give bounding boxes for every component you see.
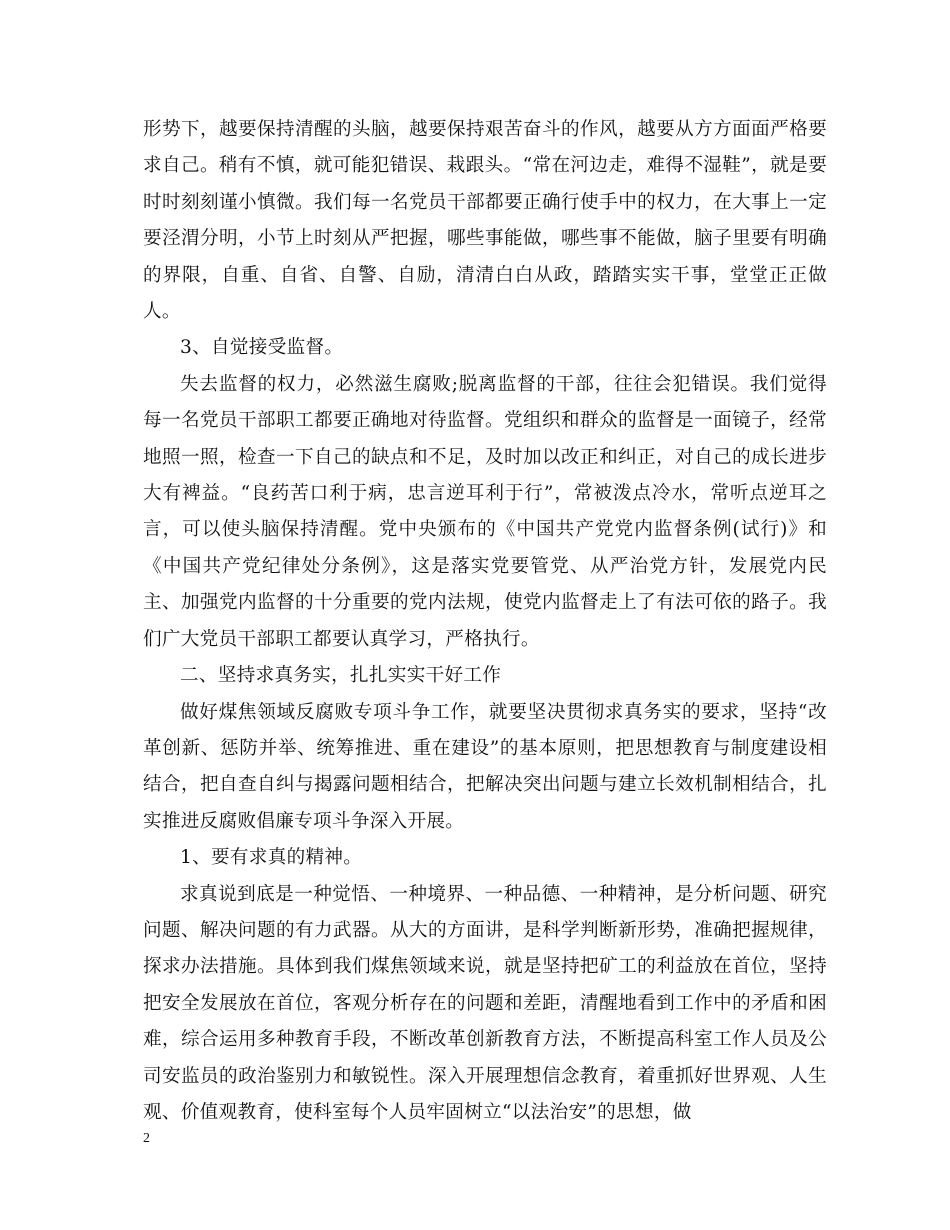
- page-number: 2: [143, 1131, 150, 1146]
- paragraph-truth-seeking: 求真说到底是一种觉悟、一种境界、一种品德、一种精神，是分析问题、研究问题、解决问题的有力武器。从大的方面讲，是科学判断新形势，准确把握规律，探求办法措施。具体到我们煤焦领域来说，就是坚持把矿工的利益放在首位，坚持把安全发展放在首位，客观分析存在的问题和差距，清醒地看到工作中的矛盾和困难，综合运用多种教育手段，不断改革创新教育方法，不断提高科室工作人员及公司安监员的政治鉴别力和敏锐性。深入开展理想信念教育，着重抓好世界观、人生观、价值观教育，使科室每个人员牢固树立“以法治安”的思想，做: [143, 883, 827, 1123]
- paragraph-continuation: 形势下，越要保持清醒的头脑，越要保持艰苦奋斗的作风，越要从方方面面严格要求自己。稍有不慎，就可能犯错误、栽跟头。“常在河边走，难得不湿鞋”，就是要时时刻刻谨小慎微。我们每一名党员干部都要正确行使手中的权力，在大事上一定要泾渭分明，小节上时刻从严把握，哪些事能做，哪些事不能做，脑子里要有明确的界限，自重、自省、自警、自励，清清白白从政，踏踏实实干事，堂堂正正做人。: [143, 119, 827, 323]
- paragraph-supervision: 失去监督的权力，必然滋生腐败;脱离监督的干部，往往会犯错误。我们觉得每一名党员干部职工都要正确地对待监督。党组织和群众的监督是一面镜子，经常地照一照，检查一下自己的缺点和不足，及时加以改正和纠正，对自己的成长进步大有裨益。“良药苦口利于病，忠言逆耳利于行”，常被泼点冷水，常听点逆耳之言，可以使头脑保持清醒。党中央颁布的《中国共产党党内监督条例(试行)》和《中国共产党纪律处分条例》，这是落实党要管党、从严治党方针，发展党内民主、加强党内监督的十分重要的党内法规，使党内监督走上了有法可依的路子。我们广大党员干部职工都要认真学习，严格执行。: [143, 373, 827, 650]
- document-body: [143, 112, 827, 1131]
- section-heading-supervision: 3、自觉接受监督。: [180, 337, 344, 359]
- section-heading-truth-seeking: 1、要有求真的精神。: [180, 847, 363, 869]
- paragraph-pragmatism: 做好煤焦领域反腐败专项斗争工作，就要坚决贯彻求真务实的要求，坚持“改革创新、惩防并举、统筹推进、重在建设”的基本原则，把思想教育与制度建设相结合，把自查自纠与揭露问题相结合，把解决突出问题与建立长效机制相结合，扎实推进反腐败倡廉专项斗争深入开展。: [143, 701, 827, 832]
- section-heading-pragmatism: 二、坚持求真务实，扎扎实实干好工作: [180, 665, 502, 687]
